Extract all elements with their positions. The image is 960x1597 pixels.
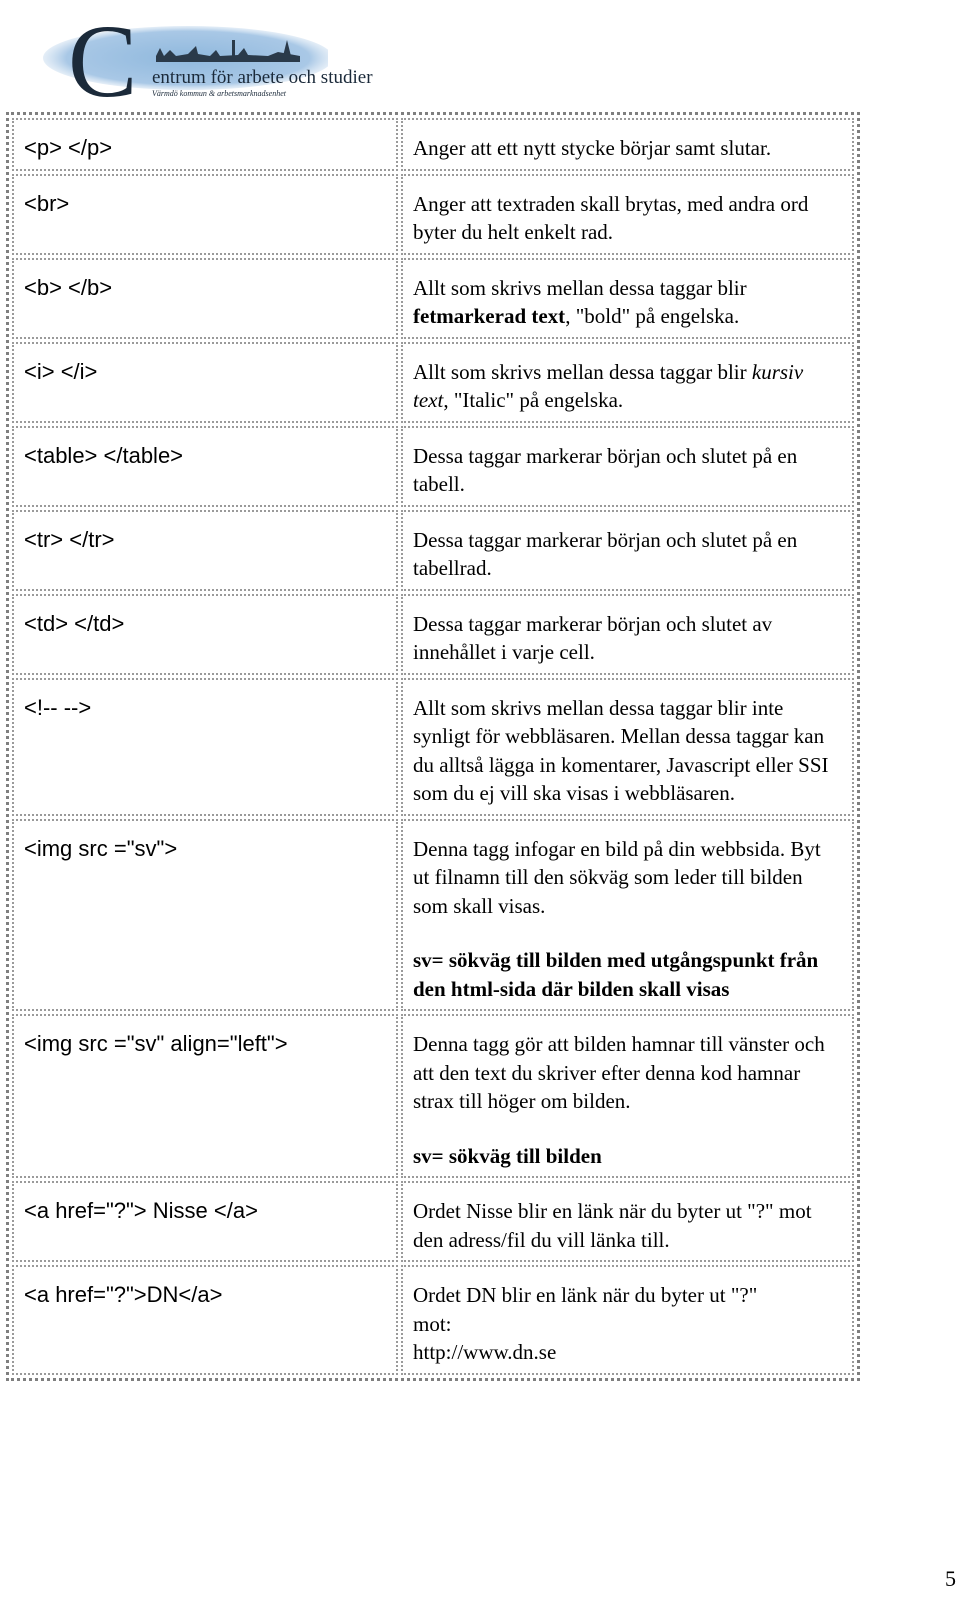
tag-cell: <i> </i> bbox=[12, 342, 398, 423]
path-note: sv= sökväg till bilden med utgångspunkt från den html-sida där bilden skall visas bbox=[413, 948, 819, 1001]
description-cell: Allt som skrivs mellan dessa taggar blir inte synligt för webbläsaren. Mellan dessa taggar kan du alltså lägga in komentarer, Javascript eller SSI som du ej vill ska visas i webbläsaren. bbox=[401, 678, 854, 816]
description-cell bbox=[401, 1014, 854, 1178]
description-cell bbox=[401, 819, 854, 1012]
description-cell: Dessa taggar markerar början och slutet av innehållet i varje cell. bbox=[401, 594, 854, 675]
description-text: Denna tagg infogar en bild på din webbsida. Byt ut filnamn till den sökväg som leder till bilden som skall visas. bbox=[413, 836, 821, 918]
tag-cell: <!-- --> bbox=[12, 678, 398, 816]
description-cell: Dessa taggar markerar början och slutet på en tabell. bbox=[401, 426, 854, 507]
table-row bbox=[12, 258, 854, 339]
table-row bbox=[12, 510, 854, 591]
tag-cell: <img src ="sv" align="left"> bbox=[12, 1014, 398, 1178]
tag-cell: <p> </p> bbox=[12, 118, 398, 171]
html-tags-table bbox=[6, 112, 860, 1381]
table-row bbox=[12, 1265, 854, 1375]
tag-cell: <table> </table> bbox=[12, 426, 398, 507]
description-cell: Dessa taggar markerar början och slutet på en tabellrad. bbox=[401, 510, 854, 591]
table-row bbox=[12, 678, 854, 816]
table-row bbox=[12, 174, 854, 255]
description-text: Allt som skrivs mellan dessa taggar blir bbox=[413, 359, 752, 384]
description-cell bbox=[401, 258, 854, 339]
logo bbox=[38, 10, 373, 108]
tag-cell: <a href="?"> Nisse </a> bbox=[12, 1181, 398, 1262]
logo-subtitle: Värmdö kommun & arbetsmarknadsenhet bbox=[152, 89, 286, 98]
table-row bbox=[12, 1181, 854, 1262]
description-cell: Ordet Nisse blir en länk när du byter ut "?" mot den adress/fil du vill länka till. bbox=[401, 1181, 854, 1262]
bold-example-text: fetmarkerad text bbox=[413, 304, 566, 328]
description-cell bbox=[401, 1265, 854, 1375]
tag-cell: <b> </b> bbox=[12, 258, 398, 339]
description-cell bbox=[401, 342, 854, 423]
italic-example-text: kursiv text bbox=[413, 359, 804, 412]
description-line: Ordet DN blir en länk när du byter ut "?" bbox=[413, 1283, 758, 1307]
table-row bbox=[12, 342, 854, 423]
page-number: 5 bbox=[945, 1566, 956, 1591]
table-row bbox=[12, 426, 854, 507]
logo-title: entrum för arbete och studier bbox=[152, 67, 373, 88]
description-text: Denna tagg gör att bilden hamnar till vänster och att den text du skriver efter denna kod hamnar strax till höger om bilden. bbox=[413, 1032, 825, 1113]
description-cell: Anger att ett nytt stycke börjar samt slutar. bbox=[401, 118, 854, 171]
svg-text:C: C bbox=[68, 10, 138, 108]
tag-cell: <td> </td> bbox=[12, 594, 398, 675]
table-row bbox=[12, 1014, 854, 1178]
path-note: sv= sökväg till bilden bbox=[413, 1143, 602, 1168]
description-text: , "Italic" på engelska. bbox=[443, 388, 624, 412]
description-line: mot: bbox=[413, 1311, 452, 1336]
tag-cell: <tr> </tr> bbox=[12, 510, 398, 591]
table-row bbox=[12, 594, 854, 675]
description-cell: Anger att textraden skall brytas, med andra ord byter du helt enkelt rad. bbox=[401, 174, 854, 255]
tag-cell: <br> bbox=[12, 174, 398, 255]
description-text: , "bold" på engelska. bbox=[565, 304, 740, 328]
tag-cell: <a href="?">DN</a> bbox=[12, 1265, 398, 1375]
tag-cell: <img src ="sv"> bbox=[12, 819, 398, 1012]
table-row bbox=[12, 819, 854, 1012]
example-url: http://www.dn.se bbox=[413, 1340, 557, 1364]
table-row bbox=[12, 118, 854, 171]
description-text: Allt som skrivs mellan dessa taggar blir bbox=[413, 275, 747, 300]
